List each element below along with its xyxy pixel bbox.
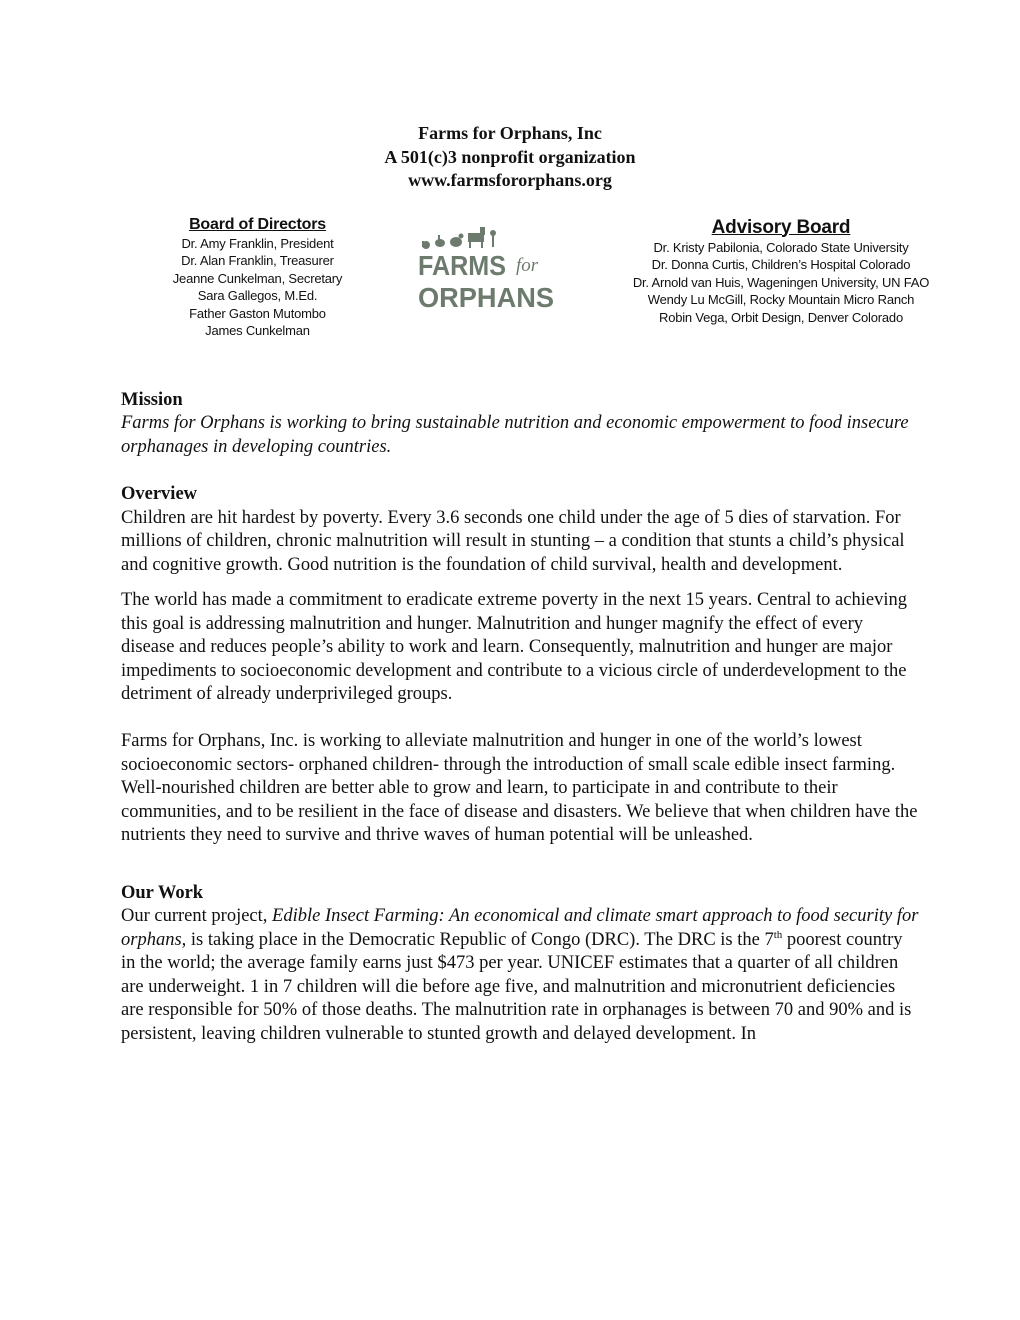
logo-for-text: for — [516, 254, 539, 276]
overview-paragraph: The world has made a commitment to eradicate extreme poverty in the next 15 years. Central to achieving this goal is addressing malnutrition and hunger. Malnutrition and hunger magnify the effect of every disease and reduces people’s ability to work and learn. Consequently, malnutrition and hunger are major impediments to socioeconomic development and contribute to a vicious circle of underdevelopment to the detriment of already underprivileged groups. — [121, 590, 907, 704]
logo-orphans-text: ORPHANS — [418, 281, 554, 309]
org-type: A 501(c)3 nonprofit organization — [384, 146, 636, 167]
farms-for-orphans-logo — [416, 223, 556, 309]
org-url: www.farmsfororphans.org — [408, 170, 612, 190]
board-member: Dr. Amy Franklin, President — [181, 235, 334, 251]
advisor: Wendy Lu McGill, Rocky Mountain Micro Ranch — [647, 292, 915, 308]
overview-section — [121, 483, 921, 848]
overview-heading: Overview — [121, 484, 198, 504]
boards-row — [0, 215, 1020, 389]
logo-farms-text: FARMS — [418, 249, 506, 281]
board-of-directors — [130, 215, 385, 341]
advisor: Dr. Kristy Pabilonia, Colorado State University — [653, 239, 909, 255]
board-title: Board of Directors — [189, 215, 326, 233]
advisor: Dr. Arnold van Huis, Wageningen University, UN FAO — [632, 274, 930, 290]
board-member: Father Gaston Mutombo — [189, 305, 326, 321]
overview-paragraph: Children are hit hardest by poverty. Every 3.6 seconds one child under the age of 5 dies of starvation. For millions of children, chronic malnutrition will result in stunting – a condition that stunts a child’s physical and cognitive growth. Good nutrition is the foundation of child survival, health and development. — [121, 507, 905, 575]
advisory-board — [600, 215, 962, 327]
project-title: Edible Insect Farming: An economical and climate smart approach to food security for orphans — [121, 906, 919, 950]
board-member: Dr. Alan Franklin, Treasurer — [181, 253, 334, 269]
board-member: Sara Gallegos, M.Ed. — [197, 288, 318, 304]
text: , is taking place in the Democratic Republic of Congo (DRC). The DRC is the 7 — [181, 929, 774, 950]
mission-section — [121, 389, 921, 460]
mission-org: Farms for Orphans — [121, 413, 265, 433]
mission-heading: Mission — [121, 389, 183, 410]
overview-paragraph: Farms for Orphans, Inc. is working to alleviate malnutrition and hunger in one of the world’s lowest socioeconomic sectors- orphaned children- through the introduction of small scale edible insect farming. Well-nourished children are better able to grow and learn, to participate in and contribute to their communities, and to be resilient in the face of disease and disasters. We believe that when children have the nutrients they need to survive and thrive waves of human potential will be unleashed. — [121, 731, 918, 845]
text: poorest country in the world; the average family earns just $473 per year. UNICEF estimates that a quarter of all children are underweight. 1 in 7 children will die before age five, and malnutrition and micronutrient deficiencies are responsible for 50% of those deaths. The malnutrition rate in orphanages is between 70 and 90% and is persistent, leaving children vulnerable to stunted growth and delayed development. In — [121, 929, 912, 1044]
superscript: th — [773, 928, 783, 941]
mission-body: is working to bring sustainable nutrition and economic empowerment to food insecure orphanages in developing countries. — [121, 413, 909, 457]
board-member: James Cunkelman — [205, 323, 310, 339]
advisor: Dr. Donna Curtis, Children’s Hospital Colorado — [651, 257, 911, 273]
our-work-heading: Our Work — [121, 882, 204, 903]
advisor: Robin Vega, Orbit Design, Denver Colorado — [659, 309, 903, 325]
org-name: Farms for Orphans, Inc — [418, 123, 602, 143]
mission-text — [121, 412, 921, 459]
letterhead — [0, 122, 1020, 193]
advisory-title: Advisory Board — [711, 216, 851, 238]
our-work-section — [121, 882, 921, 1047]
text: Our current project, — [121, 906, 273, 926]
board-member: Jeanne Cunkelman, Secretary — [172, 270, 343, 286]
our-work-paragraph — [121, 905, 921, 1046]
